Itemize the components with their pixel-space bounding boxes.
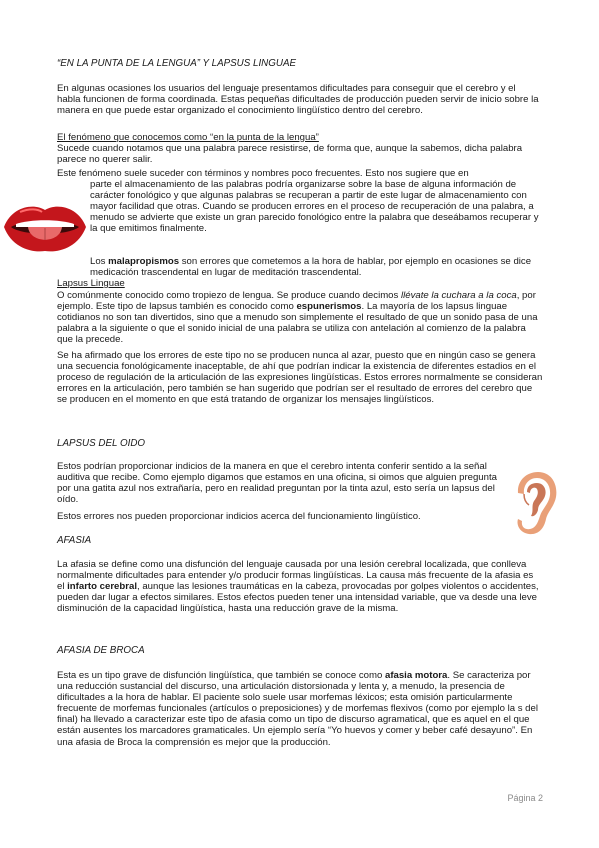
broca-paragraph <box>57 670 543 748</box>
mouth-tongue-icon <box>2 200 88 255</box>
lapsus-p1-a: O comúnmente conocido como tropiezo de lengua. Se produce cuando decimos <box>57 290 401 301</box>
page-number: Página 2 <box>507 793 543 803</box>
broca-heading: AFASIA DE BROCA <box>57 645 145 656</box>
espunerismos-term: espunerismos <box>296 301 362 313</box>
malapropismos-term: malapropismos <box>108 256 180 267</box>
lapsus-heading: Lapsus Linguae <box>57 278 125 289</box>
broca-p-a: Esta es un tipo grave de disfunción lingüística, que también se conoce como <box>57 670 385 681</box>
afasia-p-b: , aunque las lesiones traumáticas en la cabeza, provocadas por golpes violentos o accidentes, pueden dar lugar a efectos similares. Estos efectos pueden tener una intensidad variable, que va desde una leve disminución de la capacidad lingüística, hasta una reducción grave de la misma. <box>57 581 539 615</box>
tip-paragraph-2a: Este fenómeno suele suceder con términos y nombres poco frecuentes. Esto nos sugiere que en <box>57 168 469 179</box>
ear-icon <box>512 469 560 537</box>
lapsus-p1-b: , por ejemplo. Este tipo de lapsus también es conocido como <box>57 290 536 313</box>
oido-heading: LAPSUS DEL OIDO <box>57 438 146 449</box>
broca-p-b: . Se caracteriza por una reducción sustancial del discurso, una articulación distorsionada y lenta y, a menudo, la presencia de dificultades a la hora de hablar. El paciente solo suele usar morfemas léxicos; esta omisión particularmente frecuente de morfemas funcionales (artículos o preposiciones) y de morfemas flexivos (como por ejemplo la s del final) ha llevado a caracterizar este tipo de afasia como un tipo de discurso agramatical, que es aquel en el que están ausentes los marcadores gramaticales. Un ejemplo sería “Yo huevos y comer y beber café desayuno”. En una afasia de Broca la comprensión es mejor que la producción. <box>57 670 538 748</box>
tip-paragraph-3 <box>90 256 545 278</box>
p3-after: son errores que cometemos a la hora de hablar, por ejemplo en ocasiones se dice medicación trascendental en lugar de meditación trascendental. <box>90 256 532 279</box>
intro-paragraph: En algunas ocasiones los usuarios del lenguaje presentamos dificultades para conseguir que el cerebro y el habla funcionen de forma coordinada. Estas pequeñas dificultades de producción pueden servir de inicio sobre la manera en que puede estar organizado el conocimiento lingüístico dentro del cerebro. <box>57 83 539 117</box>
infarto-term: infarto cerebral <box>67 581 137 593</box>
lapsus-paragraph-2: Se ha afirmado que los errores de este tipo no se producen nunca al azar, puesto que en ningún caso se genera una secuencia fonológicamente inaceptable, de ahí que podrían indicar la existencia de diferentes estadios en el proceso de regulación de la articulación de las expresiones lingüísticas. Estos errores normalmente se consideran errores en la articulación, pero también se han sugerido que podrían ser el resultado de errores del cerebro que se producen en el momento en que está tratando de organizar los mensajes lingüísticos. <box>57 350 543 406</box>
afasia-p-a: La afasia se define como una disfunción del lenguaje causada por una lesión cerebral localizada, que conlleva normalmente dificultades para entender y/o producir formas lingüísticas. La causa más frecuente de la afasia es el <box>57 559 534 593</box>
afasia-heading: AFASIA <box>57 535 92 546</box>
tip-heading: El fenómeno que conocemos como “en la punta de la lengua” <box>57 132 319 143</box>
lapsus-p1-c: . La mayoría de los lapsus linguae cotidianos no son tan divertidos, sino que a menudo son simplemente el resultado de que un sonido pasa de una palabra a la siguiente o que el sonido inicial de una palabra se utiliza con antelación al comienzo de la palabra que la precede. <box>57 301 538 346</box>
oido-paragraph-1: Estos podrían proporcionar indicios de la manera en que el cerebro intenta conferir sentido a la señal auditiva que recibe. Como ejemplo digamos que estamos en una oficina, si oimos que alguien pregunta por una gatita azul nos extrañaría, pero en realidad preguntan por la tinta azul, esto sería un lapsus del oído. <box>57 461 497 506</box>
afasia-motora-term: afasia motora <box>384 670 448 681</box>
tip-paragraph-2b: parte el almacenamiento de las palabras podría organizarse sobre la base de alguna información de carácter fonológico y que algunas palabras se recuperan a partir de este lugar de almacenamiento con mayor facilidad que otras. Cuando se producen errores en el proceso de recuperación de una palabra, a menudo se advierte que existe un gran parecido fonológico entre la palabra que deseábamos recuperar y la que emitimos finalmente. <box>90 179 539 235</box>
lapsus-paragraph-1 <box>57 290 543 345</box>
lapsus-example: llévate la cuchara a la coca <box>400 290 517 301</box>
page-title: “EN LA PUNTA DE LA LENGUA” Y LAPSUS LINGUAE <box>57 58 297 69</box>
afasia-paragraph <box>57 559 543 614</box>
p3-before: Los <box>90 256 109 267</box>
tip-paragraph-1: Sucede cuando notamos que una palabra parece resistirse, de forma que, aunque la sabemos, dicha palabra parece no querer salir. <box>57 143 523 166</box>
oido-paragraph-2: Estos errores nos pueden proporcionar indicios acerca del funcionamiento lingüístico. <box>57 511 421 522</box>
